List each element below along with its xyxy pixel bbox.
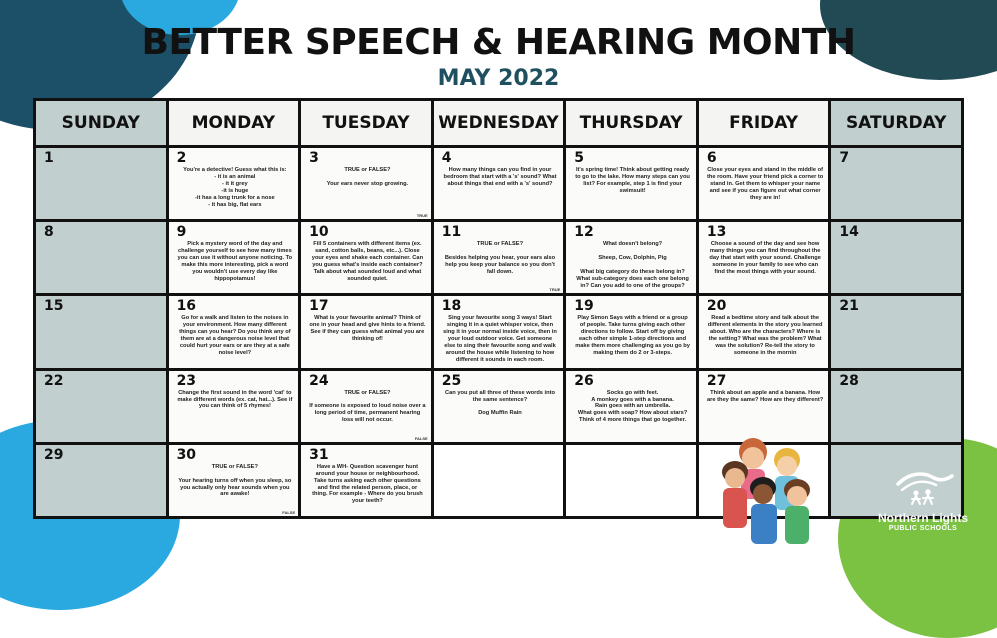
day-number: 11 [441,224,462,241]
calendar-day-cell [434,445,564,516]
day-activity: Close your eyes and stand in the middle of the room. Have your friend pick a corner to stand in. Get them to whisper your name and see if you can figure out what corner they are in! [706,167,824,201]
calendar-day-cell [301,445,431,516]
day-number: 13 [706,224,727,241]
day-activity: It's spring time! Think about getting ready to go to the lake. How many steps can you list? For example, step 1 is find your swimsuit! [575,167,690,194]
day-number: 12 [574,224,594,241]
day-activity: Think about an apple and a banana. How are they the same? How are they different? [706,389,824,403]
calendar-day-cell [566,296,696,367]
day-activity: What doesn't belong? Sheep, Cow, Dolphin, Pig What big category do these belong in? What sub-category does each one belong in? Can you add to one of the groups? [576,241,689,289]
day-number: 31 [309,446,329,463]
day-activity: TRUE or FALSE? If someone is exposed to loud noise over a long period of time, permanent hearing loss will not occur. [309,389,426,424]
calendar-day-cell [831,222,961,293]
day-number: 15 [44,298,64,315]
day-activity: Have a WH- Question scavenger hunt around your house or neighbourhood. Take turns asking each other questions and find the related person, place, or thing. For example - Where do you brush your teeth? [312,463,423,505]
day-number: 18 [441,298,462,315]
calendar-day-cell [36,296,166,367]
day-header-monday: MONDAY [169,101,299,145]
logo-subtitle: PUBLIC SCHOOLS [888,525,958,532]
page-subtitle: MAY 2022 [437,66,560,91]
logo-name: Northern Lights [878,511,968,525]
day-header-thursday: THURSDAY [566,101,696,145]
day-activity: Go for a walk and listen to the noises in your environment. How many different things can you hear? Do you think any of them are at a dangerous noise level that could hurt your ears or are they at a safe noise level? [179,315,291,356]
calendar-day-cell [169,445,299,516]
calendar-day-cell [699,296,829,367]
day-number: 24 [309,372,329,389]
calendar-day-cell [566,222,696,293]
day-number: 22 [44,372,64,389]
calendar-day-cell [301,371,431,442]
day-number: 9 [176,224,187,241]
day-number: 16 [176,298,197,315]
day-activity: TRUE or FALSE? Your ears never stop growing. [326,167,409,187]
calendar-day-cell [301,148,431,219]
day-number: 14 [839,224,859,241]
day-activity: TRUE or FALSE? Your hearing turns off when you sleep, so you actually only hear sounds when you are awake! [178,463,292,498]
calendar-day-cell [566,371,696,442]
calendar-day-cell [36,148,166,219]
answer-label: TRUE [416,213,428,219]
day-number: 10 [309,224,329,241]
calendar-day-cell [36,371,166,442]
calendar-day-cell [434,371,564,442]
answer-label: TRUE [549,287,561,293]
day-number: 20 [706,298,727,315]
day-number: 28 [839,372,859,389]
day-number: 29 [44,446,64,463]
calendar-day-cell [434,148,564,219]
day-number: 3 [309,150,319,166]
day-number: 2 [176,150,187,166]
day-activity: Sing your favourite song 3 ways! Start singing it in a quiet whisper voice, then sing it in your normal inside voice, then in your loud outdoor voice. Get someone else to sing their favourite song and walk around the house while listening to how different it sounds in each room. [443,315,557,363]
day-number: 6 [706,150,717,166]
day-activity: Change the first sound in the word 'cat' to make different words (ex. cat, hat...). See if you can think of 5 rhymes! [177,389,293,410]
calendar-day-cell [36,222,166,293]
day-header-tuesday: TUESDAY [301,101,431,145]
day-activity: Read a bedtime story and talk about the different elements in the story you learned about. Who are the characters? Where is the setting? What was the problem? What was the solution? Re-tell the story to someone in the mornin [707,315,823,356]
calendar-day-cell [301,296,431,367]
calendar-day-cell [831,148,961,219]
day-number: 4 [441,150,452,166]
day-header-wednesday: WEDNESDAY [434,101,564,145]
day-header-sunday: SUNDAY [36,101,166,145]
day-number: 30 [176,446,197,463]
day-number: 5 [574,150,585,166]
calendar-day-cell [434,296,564,367]
day-activity: Fill 5 containers with different items (ex. sand, cotton balls, beans, etc...). Close your eyes and shake each container. Can you guess what's inside each container? Talk about what sounded loud and what sounded quiet. [311,241,424,282]
day-activity: What is your favourite animal? Think of one in your head and give hints to a friend. See if they can guess what animal you are thinking of! [309,315,426,343]
day-activity: Can you put all three of these words into the same sentence? Dog Muffin Rain [445,389,555,417]
calendar-day-cell [831,296,961,367]
calendar-day-cell [169,148,299,219]
calendar-day-cell [831,371,961,442]
day-activity: Choose a sound of the day and see how many things you can find throughout the day that start with your sound. Challenge someone in your family to see who can find the most things with your sound. [709,241,821,275]
day-number: 7 [839,150,850,166]
day-activity: How many things can you find in your bedroom that start with a 's' sound? What about things that end with a 's' sound? [443,167,557,187]
calendar-day-cell [169,296,299,367]
day-header-saturday: SATURDAY [831,101,961,145]
day-activity: TRUE or FALSE? Besides helping you hear, your ears also help you keep your balance so you don't fall down. [444,241,556,275]
calendar-day-cell [434,222,564,293]
day-number: 27 [706,372,727,389]
day-number: 1 [44,150,54,166]
calendar-day-cell [301,222,431,293]
day-number: 25 [441,372,462,389]
northern-lights-logo-icon [890,466,956,506]
day-activity: Socks go with feet. A monkey goes with a banana. Rain goes with an umbrella. What goes with soap? How about stars? Think of 4 more things that go together. [577,389,688,424]
page-title: BETTER SPEECH & HEARING MONTH [141,22,856,63]
day-number: 26 [574,372,594,389]
calendar-day-cell [699,148,829,219]
day-number: 19 [574,298,594,315]
school-logo [858,466,988,532]
calendar-day-cell [566,148,696,219]
day-number: 8 [44,224,54,241]
calendar-day-cell [169,371,299,442]
day-number: 21 [839,298,859,315]
calendar-day-cell [169,222,299,293]
day-header-friday: FRIDAY [699,101,829,145]
kids-illustration [695,428,825,548]
calendar-day-cell [566,445,696,516]
answer-label: FALSE [414,435,428,441]
day-activity: Play Simon Says with a friend or a group of people. Take turns giving each other directions to follow. Start off by giving each other simple 1-step directions and make them more challenging as you go by making them do 2 or 3-steps. [575,315,690,356]
calendar-day-cell [699,222,829,293]
day-number: 17 [309,298,329,315]
day-activity: Pick a mystery word of the day and challenge yourself to see how many times you can use it without anyone noticing. To make this more interesting, pick a word you wouldn't use every day like hippopotamus! [177,241,293,282]
day-activity: You're a detective! Guess what this is: - it is an animal - it it grey -it is huge -it has a long trunk for a nose - it has big, flat ears [183,167,287,208]
answer-label: FALSE [282,509,296,515]
day-number: 23 [176,372,197,389]
calendar-day-cell [36,445,166,516]
